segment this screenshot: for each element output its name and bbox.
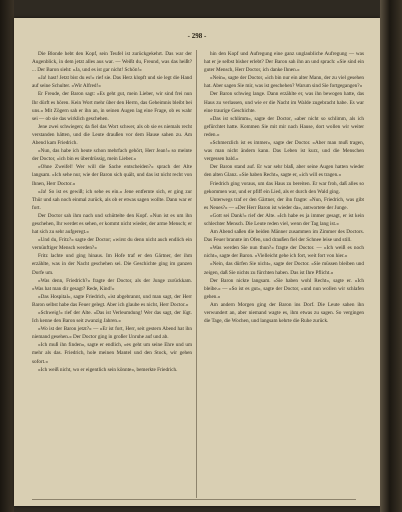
left-column-paragraph: »Nun, das habe ich heute schon mehrfach gehört, Herr Jean!« so meinte der Doctor, »ich bin es überdrüssig, mein Lieber.« [32,148,192,163]
book-binding [380,0,402,512]
book-left-edge [0,0,14,512]
right-column-paragraph: Unterwegs traf er den Gärtner, der ihn fragte: »Nun, Friedrich, was gibt es Neues?« — »Der Herr Baron ist wieder da«, antwortete der Junge. [204,196,364,211]
left-column-paragraph: Jene zwei schwiegen; da fiel das Wort schwer, als ob sie es niemals recht verstanden hätten, und die Leute draußen vor dem Hause sahen zu. Am Abend kam Friedrich. [32,123,192,147]
left-column-paragraph: Fritz lachte und ging hinaus. Im Hofe traf er den Gärtner, der ihm erzählte, was in der Nacht geschehen sei. Die Geschichte ging im ganzen Dorfe um. [32,253,192,276]
text-column-left [32,50,192,498]
text-column-right [204,50,364,498]
right-column-paragraph: »Schmerzlich ist es immer«, sagte der Doctor. »Aber man muß tragen, was man nicht ändern kann. Das Leben ist kurz, und die Menschen vergessen bald.« [204,140,364,163]
left-column-paragraph: »Was denn, Friedrich?« fragte der Doctor, als der Junge zurückkam. »Was hat man dir gesagt? Rede, Kind!« [32,277,192,292]
right-column-paragraph: Friedrich ging voraus, um das Haus zu bereiten. Er war froh, daß alles so gekommen war, und er pfiff ein Lied, als er durch den Wald ging. [204,180,364,195]
book-page [14,18,380,506]
left-column-paragraph: »Ja! So ist es gewiß; ich sehe es ein.« Jene entfernte sich, er ging zur Thür und sah noch einmal zurück, als ob er etwas sagen wollte. Dann war er fort. [32,188,192,211]
left-column-paragraph: »Ohne Zweifel! Wer will die Sache entscheiden?« sprach der Alte langsam. »Ich sehe nur, wie der Baron sich quält, und das ist nicht recht von Ihnen, Herr Doctor.« [32,164,192,187]
right-column-paragraph: Am Abend saßen die beiden Männer zusammen im Zimmer des Doctors. Das Feuer brannte im Ofen, und draußen fiel der Schnee leise und still. [204,229,364,244]
right-column-paragraph: »Gott sei Dank!« rief der Alte. »Ich habe es ja immer gesagt, er ist kein schlechter Mensch. Die Leute reden viel, wenn der Tag lang ist.« [204,212,364,227]
right-column-paragraph: Am andern Morgen ging der Baron ins Dorf. Die Leute sahen ihn verwundert an, aber niemand wagte es, ihm etwas zu sagen. So vergingen die Tage, die Wochen, und langsam kehrte die Ruhe zurück. [204,301,364,325]
left-column-paragraph: Der Doctor sah ihm nach und schüttelte den Kopf. »Nun ist es um ihn geschehen, Ihr werdet es sehen, er kommt nicht wieder, der arme Mensch; er hat sich zu sehr aufgeregt.« [32,212,192,236]
column-divider [196,50,197,498]
right-column-paragraph: »Nein«, sagte der Doctor, »ich bin nur ein alter Mann, der zu viel gesehen hat. Aber sagen Sie mir, was ist geschehen? Warum sind Sie fortgegangen?« [204,75,364,90]
right-column-paragraph: Der Baron nickte langsam. »Sie haben wohl Recht«, sagte er. »Ich bleibe.« — »So ist es gut«, sagte der Doctor, »und nun wollen wir schlafen gehen.« [204,277,364,300]
right-column-paragraph: »Nein, das dürfen Sie nicht«, sagte der Doctor. »Sie müssen bleiben und zeigen, daß Sie nichts zu fürchten haben. Das ist Ihre Pflicht.« [204,261,364,276]
right-column-paragraph: Der Baron stand auf. Er war sehr blaß, aber seine Augen hatten wieder den alten Glanz. »Sie haben Recht«, sagte er, »ich will es tragen.« [204,164,364,179]
left-column-paragraph: »Das Hospital«, sagte Friedrich, »ist abgebrannt, und man sagt, der Herr Baron selbst habe das Feuer gelegt. Aber ich glaube es nicht, Herr Doctor.« [32,293,192,308]
left-column-paragraph: Die Blonde hebt den Kopf, sein Teufel ist zurückgekehrt. Das war der Augenblick, in dem jetzt alles aus war. — Weißt du, Freund, was das heißt? ... Der Baron sieht: »Ja, und es ist gar nicht! Schön!« [32,51,192,74]
right-column-paragraph: hin den Kopf und Aufregung eine ganz unglaubliche Aufregung — was hat er je selbst bisher erlebt? Der Baron sah ihn an und sprach: »Sie sind ein guter Mensch, Herr Doctor, ich danke Ihnen.« [204,51,364,74]
left-column-paragraph: »Ich weiß nicht, wo er eigentlich sein könnte«, bemerkte Friedrich. [38,366,178,373]
left-column-paragraph: »Wo ist der Baron jetzt?« — »Er ist fort, Herr, seit gestern Abend hat ihn niemand gesehen.« Der Doctor ging in großer Unruhe auf und ab. [32,326,192,341]
right-column-paragraph: »Was werden Sie nun thun?« fragte der Doctor. — »Ich weiß es noch nicht«, sagte der Baron. »Vielleicht gehe ich fort, weit fort von hier.« [204,245,364,260]
left-column-paragraph: »Schweig!« rief der Alte. »Das ist Verleumdung! Wer das sagt, der lügt. Ich kenne den Baron seit zwanzig Jahren.« [32,310,192,325]
left-column-paragraph: »Ja! hast! Jetzt bist du es!« rief sie. Das Herz klopft und sie legt die Hand auf seine Schulter. »Wir Alfred!« [32,75,192,90]
page-number: - 298 - [187,32,207,40]
left-column-paragraph: »Ich muß ihn finden«, sagte er endlich, »es geht um seine Ehre und um mehr als das. Friedrich, hole meinen Mantel und den Stock, wir gehen sofort.« [32,342,192,365]
left-column-paragraph: »Und du, Fritz?« sagte der Doctor; »wirst du denn nicht auch endlich ein vernünftiger Mensch werden?« [32,237,192,252]
right-column-paragraph: »Das ist schlimm«, sagte der Doctor, »aber nicht so schlimm, als ich gefürchtet hatte. Kommen Sie mit mir nach Hause, dort wollen wir weiter reden.« [204,115,364,138]
right-column-paragraph: Der Baron schwieg lange. Dann erzählte er, was ihn bewogen hatte, das Haus zu verlassen, und wie er die Nacht im Walde zugebracht habe. Es war eine traurige Geschichte. [204,91,364,114]
left-column-paragraph: Er Freude, der Baron sagt: »Es geht gut, mein Lieber, wir sind frei nun Ihr dürft es hören. Kein Wort mehr über den Herrn, das Geheimnis bleibt bei uns.« Mit Zögern sah er ihn an, in seinen Augen lag eine Frage, ob es wahr sei — ob sie das wirklich geschehen. [32,91,192,122]
bottom-rule [32,499,356,500]
